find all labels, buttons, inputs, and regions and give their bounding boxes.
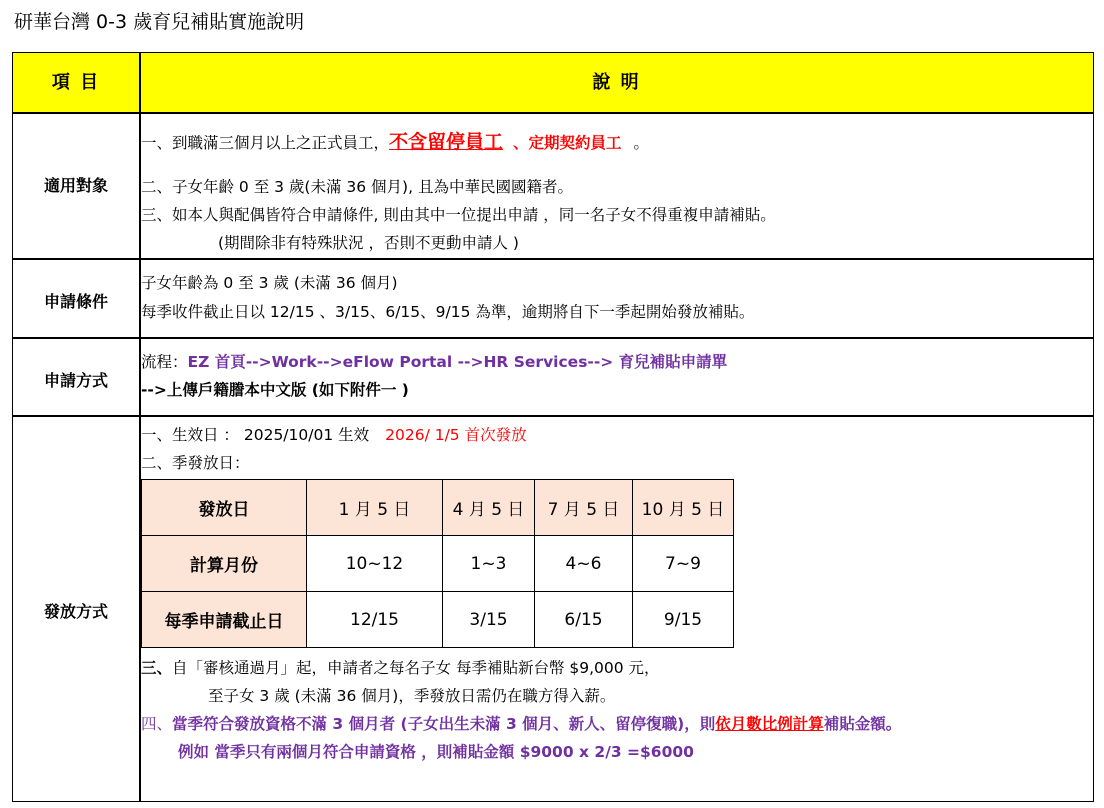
schedule-header-label: 發放日: [142, 480, 307, 536]
label-conditions: 申請條件: [43, 292, 108, 311]
document-title: 研華台灣 0-3 歲育兒補貼實施說明: [14, 11, 305, 33]
deadline-label: 每季申請截止日: [142, 592, 307, 648]
payment-line-3-text: 自「審核通過月」起，申請者之每名子女 每季補貼新台幣 $9,000 元，: [172, 659, 660, 677]
deadline-cell: 6/15: [535, 592, 633, 648]
table-row: [142, 480, 734, 536]
conditions-line-1: 子女年齡為 0 至 3 歲 (未滿 36 個月): [141, 274, 398, 292]
payment-line-1: [141, 424, 527, 446]
eligibility-line-3: 三、如本人與配偶皆符合申請條件, 則由其中一位提出申請 ，同一名子女不得重複申請補貼。: [141, 206, 776, 224]
row-divider: [13, 337, 1093, 339]
months-cell: 4~6: [535, 536, 633, 592]
row-divider: [13, 112, 1093, 114]
table-header-row: [13, 53, 1093, 112]
header-description: 說 明: [592, 72, 641, 93]
eligibility-line-2: 二、子女年齡 0 至 3 歲(未滿 36 個月), 且為中華民國國籍者。: [141, 178, 573, 196]
header-item: 項 目: [51, 72, 101, 93]
deadline-cell: 9/15: [633, 592, 734, 648]
label-eligibility: 適用對象: [43, 176, 108, 195]
proration-rule: 依月數比例計算: [715, 715, 824, 733]
table-row: [142, 536, 734, 592]
payment-line-5-prefix: 四、: [141, 715, 173, 733]
effective-date: 一、生效日 ： 2025/10/01 生效: [141, 426, 370, 444]
payment-line-2: 二、季發放日：: [141, 454, 250, 472]
conditions-line-2: 每季收件截止日以 12/15 、3/15、6/15、9/15 為準，逾期將自下一季起開始發放補貼。: [141, 303, 755, 321]
method-flow-prefix: 流程：: [141, 353, 188, 371]
schedule-header-cell: 1 月 5 日: [307, 480, 443, 536]
label-method: 申請方式: [43, 371, 108, 390]
row-divider: [13, 258, 1093, 260]
months-label: 計算月份: [142, 536, 307, 592]
method-line-1: [141, 351, 727, 373]
payment-line-6: 例如 當季只有兩個月符合申請資格 ，則補貼金額 $9000 x 2/3 =$6000: [178, 743, 694, 761]
payment-line-3: [141, 657, 660, 679]
eligibility-line-4: (期間除非有特殊狀況 ，否則不更動申請人 ): [218, 234, 519, 252]
months-cell: 7~9: [633, 536, 734, 592]
policy-table: [12, 52, 1094, 802]
proration-condition: 當季符合發放資格不滿 3 個月者 (子女出生未滿 3 個月、新人、留停復職)，則: [172, 715, 716, 733]
schedule-header-cell: 4 月 5 日: [443, 480, 535, 536]
proration-end: 補貼金額。: [823, 715, 902, 733]
payment-line-4: 至子女 3 歲 (未滿 36 個月)，季發放日需仍在職方得入薪。: [208, 687, 616, 705]
eligibility-line-1-suffix: 。: [633, 134, 650, 152]
months-cell: 1~3: [443, 536, 535, 592]
table-row: [142, 592, 734, 648]
months-cell: 10~12: [307, 536, 443, 592]
schedule-header-cell: 10 月 5 日: [633, 480, 734, 536]
deadline-cell: 3/15: [443, 592, 535, 648]
exclusion-suspended: 不含留停員工: [389, 131, 504, 153]
method-flow-path: EZ 首頁-->Work-->eFlow Portal -->HR Services--> 育兒補貼申請單: [187, 353, 728, 371]
method-line-2: -->上傳戶籍謄本中文版 (如下附件一 ): [141, 381, 409, 399]
deadline-cell: 12/15: [307, 592, 443, 648]
first-payment-date: 2026/ 1/5 首次發放: [385, 426, 527, 444]
payment-schedule-table: [141, 479, 734, 648]
label-payment: 發放方式: [43, 602, 108, 621]
payment-line-5: [141, 713, 901, 735]
schedule-header-cell: 7 月 5 日: [535, 480, 633, 536]
exclusion-contract: 、定期契約員工: [513, 134, 622, 152]
row-divider: [13, 415, 1093, 417]
payment-line-3-prefix: 三、: [141, 659, 173, 677]
eligibility-line-1-prefix: 一、到職滿三個月以上之正式員工，: [141, 134, 390, 152]
eligibility-line-1: [141, 131, 649, 154]
